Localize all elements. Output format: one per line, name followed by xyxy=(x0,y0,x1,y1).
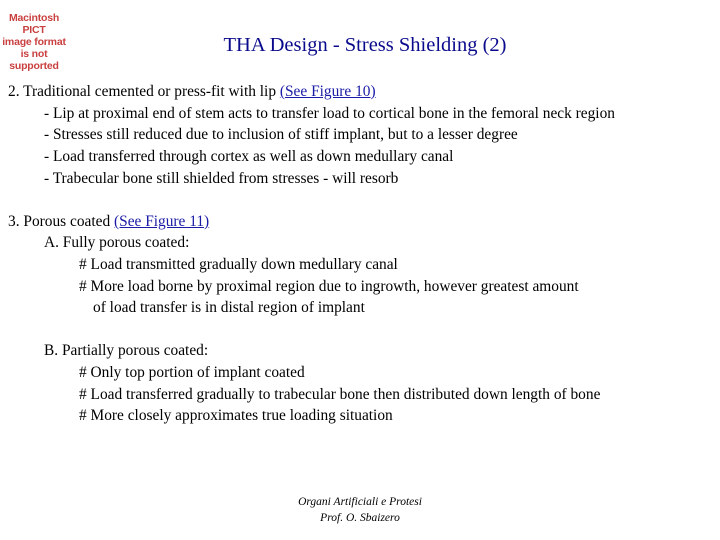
placeholder-line: image format xyxy=(2,36,66,48)
subsection-a-item: # Load transmitted gradually down medullary canal xyxy=(79,256,398,273)
subsection-a-item: # More load borne by proximal region due to ingrowth, however greatest amount xyxy=(79,278,579,295)
section-2-bullet: - Stresses still reduced due to inclusion of stiff implant, but to a lesser degree xyxy=(44,126,518,143)
footer-course: Organi Artificiali e Protesi xyxy=(298,496,422,508)
subsection-a-heading: A. Fully porous coated: xyxy=(44,234,190,251)
section-3-heading xyxy=(8,212,209,232)
section-2-heading-text: 2. Traditional cemented or press-fit with lip xyxy=(8,83,280,100)
subsection-b-heading: B. Partially porous coated: xyxy=(44,342,209,359)
section-2-bullet: - Trabecular bone still shielded from stresses - will resorb xyxy=(44,170,399,187)
subsection-a-item-continuation: of load transfer is in distal region of implant xyxy=(93,299,365,316)
figure-11-link[interactable]: (See Figure 11) xyxy=(114,213,210,230)
subsection-b-item: # Only top portion of implant coated xyxy=(79,364,305,381)
section-2-heading xyxy=(8,82,376,102)
section-2-bullet: - Lip at proximal end of stem acts to transfer load to cortical bone in the femoral neck region xyxy=(44,105,615,122)
section-2-bullet: - Load transferred through cortex as well as down medullary canal xyxy=(44,148,454,165)
slide-footer xyxy=(200,494,520,526)
figure-10-link[interactable]: (See Figure 10) xyxy=(279,83,376,100)
placeholder-line: Macintosh PICT xyxy=(8,12,60,36)
section-3-heading-text: 3. Porous coated xyxy=(8,213,115,230)
slide-title: THA Design - Stress Shielding (2) xyxy=(223,34,507,56)
footer-professor: Prof. O. Sbaizero xyxy=(320,512,400,524)
subsection-b-item: # Load transferred gradually to trabecular bone then distributed down length of bone xyxy=(79,386,601,403)
placeholder-line: is not supported xyxy=(9,48,59,72)
subsection-b-item: # More closely approximates true loading situation xyxy=(79,407,393,424)
